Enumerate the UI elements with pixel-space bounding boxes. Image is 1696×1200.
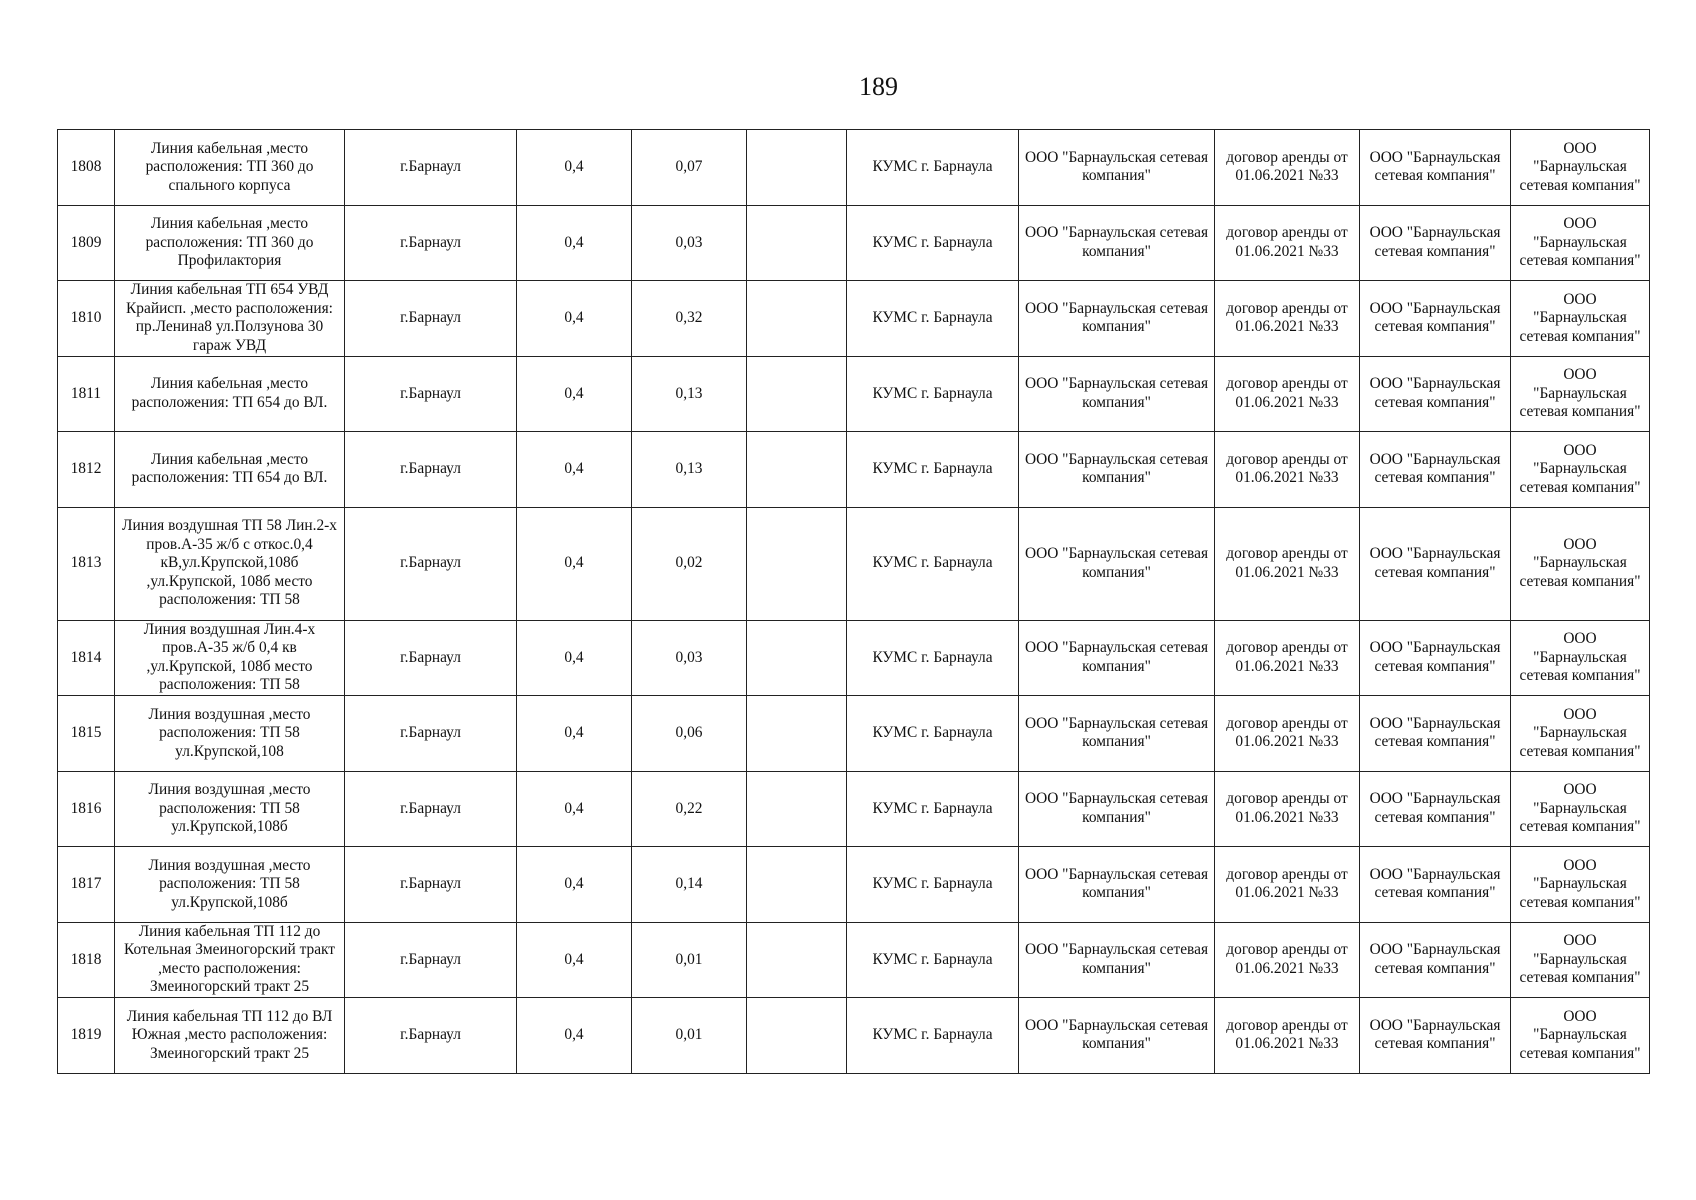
cell-empty xyxy=(747,130,847,206)
cell-user: ООО "Барнаульская сетевая компания" xyxy=(1511,432,1650,508)
cell-city: г.Барнаул xyxy=(345,696,517,772)
table-row xyxy=(58,432,1650,508)
cell-user: ООО "Барнаульская сетевая компания" xyxy=(1511,620,1650,696)
cell-city: г.Барнаул xyxy=(345,620,517,696)
cell-user: ООО "Барнаульская сетевая компания" xyxy=(1511,130,1650,206)
cell-contract: договор аренды от 01.06.2021 №33 xyxy=(1215,620,1360,696)
cell-voltage: 0,4 xyxy=(517,696,632,772)
cell-number: 1808 xyxy=(58,130,115,206)
cell-contract: договор аренды от 01.06.2021 №33 xyxy=(1215,356,1360,432)
table-row xyxy=(58,130,1650,206)
cell-owner: КУМС г. Барнаула xyxy=(847,620,1019,696)
cell-holder: ООО "Барнаульская сетевая компания" xyxy=(1360,847,1511,923)
cell-holder: ООО "Барнаульская сетевая компания" xyxy=(1360,205,1511,281)
cell-contract: договор аренды от 01.06.2021 №33 xyxy=(1215,130,1360,206)
cell-length: 0,02 xyxy=(632,507,747,620)
cell-length: 0,13 xyxy=(632,432,747,508)
cell-owner: КУМС г. Барнаула xyxy=(847,356,1019,432)
cell-object-name: Линия воздушная ,место расположения: ТП 58 ул.Крупской,108б xyxy=(115,847,345,923)
cell-user: ООО "Барнаульская сетевая компания" xyxy=(1511,771,1650,847)
cell-city: г.Барнаул xyxy=(345,998,517,1074)
cell-empty xyxy=(747,847,847,923)
cell-length: 0,07 xyxy=(632,130,747,206)
cell-voltage: 0,4 xyxy=(517,922,632,998)
cell-owner: КУМС г. Барнаула xyxy=(847,847,1019,923)
cell-operator: ООО "Барнаульская сетевая компания" xyxy=(1019,998,1215,1074)
cell-number: 1813 xyxy=(58,507,115,620)
cell-object-name: Линия воздушная ,место расположения: ТП 58 ул.Крупской,108б xyxy=(115,771,345,847)
cell-operator: ООО "Барнаульская сетевая компания" xyxy=(1019,620,1215,696)
cell-city: г.Барнаул xyxy=(345,356,517,432)
cell-number: 1814 xyxy=(58,620,115,696)
cell-object-name: Линия кабельная ,место расположения: ТП 654 до ВЛ. xyxy=(115,432,345,508)
cell-number: 1817 xyxy=(58,847,115,923)
cell-city: г.Барнаул xyxy=(345,130,517,206)
cell-empty xyxy=(747,620,847,696)
cell-length: 0,13 xyxy=(632,356,747,432)
cell-object-name: Линия воздушная ТП 58 Лин.2-х пров.А-35 ж/б с откос.0,4 кВ,ул.Крупской,108б ,ул.Крупской, 108б место расположения: ТП 58 xyxy=(115,507,345,620)
cell-holder: ООО "Барнаульская сетевая компания" xyxy=(1360,432,1511,508)
cell-contract: договор аренды от 01.06.2021 №33 xyxy=(1215,281,1360,357)
cell-number: 1811 xyxy=(58,356,115,432)
cell-contract: договор аренды от 01.06.2021 №33 xyxy=(1215,771,1360,847)
cell-operator: ООО "Барнаульская сетевая компания" xyxy=(1019,847,1215,923)
cell-user: ООО "Барнаульская сетевая компания" xyxy=(1511,998,1650,1074)
table-row xyxy=(58,205,1650,281)
cell-object-name: Линия воздушная ,место расположения: ТП 58 ул.Крупской,108 xyxy=(115,696,345,772)
cell-length: 0,14 xyxy=(632,847,747,923)
cell-empty xyxy=(747,356,847,432)
cell-object-name: Линия кабельная ,место расположения: ТП 654 до ВЛ. xyxy=(115,356,345,432)
cell-length: 0,03 xyxy=(632,620,747,696)
cell-owner: КУМС г. Барнаула xyxy=(847,696,1019,772)
cell-length: 0,32 xyxy=(632,281,747,357)
cell-length: 0,06 xyxy=(632,696,747,772)
cell-object-name: Линия кабельная ,место расположения: ТП 360 до спального корпуса xyxy=(115,130,345,206)
cell-operator: ООО "Барнаульская сетевая компания" xyxy=(1019,356,1215,432)
cell-owner: КУМС г. Барнаула xyxy=(847,281,1019,357)
cell-user: ООО "Барнаульская сетевая компания" xyxy=(1511,696,1650,772)
cell-contract: договор аренды от 01.06.2021 №33 xyxy=(1215,998,1360,1074)
cell-user: ООО "Барнаульская сетевая компания" xyxy=(1511,281,1650,357)
cell-holder: ООО "Барнаульская сетевая компания" xyxy=(1360,922,1511,998)
cell-operator: ООО "Барнаульская сетевая компания" xyxy=(1019,205,1215,281)
cell-voltage: 0,4 xyxy=(517,130,632,206)
cell-owner: КУМС г. Барнаула xyxy=(847,205,1019,281)
cell-city: г.Барнаул xyxy=(345,847,517,923)
cell-empty xyxy=(747,922,847,998)
cell-empty xyxy=(747,771,847,847)
cell-owner: КУМС г. Барнаула xyxy=(847,771,1019,847)
cell-voltage: 0,4 xyxy=(517,847,632,923)
cell-length: 0,03 xyxy=(632,205,747,281)
table-row xyxy=(58,847,1650,923)
cell-operator: ООО "Барнаульская сетевая компания" xyxy=(1019,432,1215,508)
cell-empty xyxy=(747,432,847,508)
cell-voltage: 0,4 xyxy=(517,205,632,281)
cell-number: 1816 xyxy=(58,771,115,847)
cell-contract: договор аренды от 01.06.2021 №33 xyxy=(1215,922,1360,998)
table-row xyxy=(58,507,1650,620)
cell-city: г.Барнаул xyxy=(345,432,517,508)
cell-contract: договор аренды от 01.06.2021 №33 xyxy=(1215,432,1360,508)
cell-user: ООО "Барнаульская сетевая компания" xyxy=(1511,205,1650,281)
cell-number: 1818 xyxy=(58,922,115,998)
cell-number: 1819 xyxy=(58,998,115,1074)
cell-holder: ООО "Барнаульская сетевая компания" xyxy=(1360,620,1511,696)
cell-voltage: 0,4 xyxy=(517,507,632,620)
cell-object-name: Линия кабельная ТП 654 УВД Крайисп. ,место расположения: пр.Ленина8 ул.Ползунова 30 гараж УВД xyxy=(115,281,345,357)
cell-holder: ООО "Барнаульская сетевая компания" xyxy=(1360,356,1511,432)
cell-operator: ООО "Барнаульская сетевая компания" xyxy=(1019,922,1215,998)
cell-object-name: Линия кабельная ,место расположения: ТП 360 до Профилактория xyxy=(115,205,345,281)
cell-owner: КУМС г. Барнаула xyxy=(847,130,1019,206)
table-row xyxy=(58,771,1650,847)
cell-holder: ООО "Барнаульская сетевая компания" xyxy=(1360,281,1511,357)
page-number: 189 xyxy=(859,72,898,101)
cell-contract: договор аренды от 01.06.2021 №33 xyxy=(1215,507,1360,620)
cell-operator: ООО "Барнаульская сетевая компания" xyxy=(1019,771,1215,847)
cell-city: г.Барнаул xyxy=(345,281,517,357)
cell-operator: ООО "Барнаульская сетевая компания" xyxy=(1019,507,1215,620)
cell-user: ООО "Барнаульская сетевая компания" xyxy=(1511,356,1650,432)
table-body xyxy=(58,130,1650,1074)
cell-city: г.Барнаул xyxy=(345,771,517,847)
cell-operator: ООО "Барнаульская сетевая компания" xyxy=(1019,281,1215,357)
cell-voltage: 0,4 xyxy=(517,281,632,357)
cell-owner: КУМС г. Барнаула xyxy=(847,922,1019,998)
cell-city: г.Барнаул xyxy=(345,507,517,620)
cell-contract: договор аренды от 01.06.2021 №33 xyxy=(1215,696,1360,772)
cell-city: г.Барнаул xyxy=(345,922,517,998)
cell-user: ООО "Барнаульская сетевая компания" xyxy=(1511,507,1650,620)
cell-empty xyxy=(747,998,847,1074)
cell-user: ООО "Барнаульская сетевая компания" xyxy=(1511,922,1650,998)
cell-contract: договор аренды от 01.06.2021 №33 xyxy=(1215,205,1360,281)
table-row xyxy=(58,998,1650,1074)
cell-empty xyxy=(747,205,847,281)
cell-holder: ООО "Барнаульская сетевая компания" xyxy=(1360,771,1511,847)
cell-voltage: 0,4 xyxy=(517,432,632,508)
cell-length: 0,22 xyxy=(632,771,747,847)
cell-length: 0,01 xyxy=(632,998,747,1074)
cell-operator: ООО "Барнаульская сетевая компания" xyxy=(1019,130,1215,206)
cell-object-name: Линия воздушная Лин.4-х пров.А-35 ж/б 0,4 кв ,ул.Крупской, 108б место расположения: ТП 58 xyxy=(115,620,345,696)
cell-city: г.Барнаул xyxy=(345,205,517,281)
cell-owner: КУМС г. Барнаула xyxy=(847,432,1019,508)
table-row xyxy=(58,356,1650,432)
cell-length: 0,01 xyxy=(632,922,747,998)
table-row xyxy=(58,620,1650,696)
cell-holder: ООО "Барнаульская сетевая компания" xyxy=(1360,696,1511,772)
table-row xyxy=(58,922,1650,998)
cell-voltage: 0,4 xyxy=(517,356,632,432)
cell-number: 1809 xyxy=(58,205,115,281)
table-row xyxy=(58,696,1650,772)
cell-empty xyxy=(747,507,847,620)
property-registry-table xyxy=(57,129,1650,1074)
cell-user: ООО "Барнаульская сетевая компания" xyxy=(1511,847,1650,923)
cell-number: 1812 xyxy=(58,432,115,508)
cell-owner: КУМС г. Барнаула xyxy=(847,998,1019,1074)
cell-holder: ООО "Барнаульская сетевая компания" xyxy=(1360,507,1511,620)
cell-object-name: Линия кабельная ТП 112 до ВЛ Южная ,место расположения: Змеиногорский тракт 25 xyxy=(115,998,345,1074)
cell-voltage: 0,4 xyxy=(517,620,632,696)
cell-contract: договор аренды от 01.06.2021 №33 xyxy=(1215,847,1360,923)
cell-voltage: 0,4 xyxy=(517,998,632,1074)
cell-holder: ООО "Барнаульская сетевая компания" xyxy=(1360,998,1511,1074)
cell-empty xyxy=(747,281,847,357)
cell-number: 1815 xyxy=(58,696,115,772)
cell-holder: ООО "Барнаульская сетевая компания" xyxy=(1360,130,1511,206)
cell-empty xyxy=(747,696,847,772)
cell-number: 1810 xyxy=(58,281,115,357)
table-row xyxy=(58,281,1650,357)
cell-object-name: Линия кабельная ТП 112 до Котельная Змеиногорский тракт ,место расположения: Змеиногорский тракт 25 xyxy=(115,922,345,998)
cell-operator: ООО "Барнаульская сетевая компания" xyxy=(1019,696,1215,772)
cell-voltage: 0,4 xyxy=(517,771,632,847)
cell-owner: КУМС г. Барнаула xyxy=(847,507,1019,620)
